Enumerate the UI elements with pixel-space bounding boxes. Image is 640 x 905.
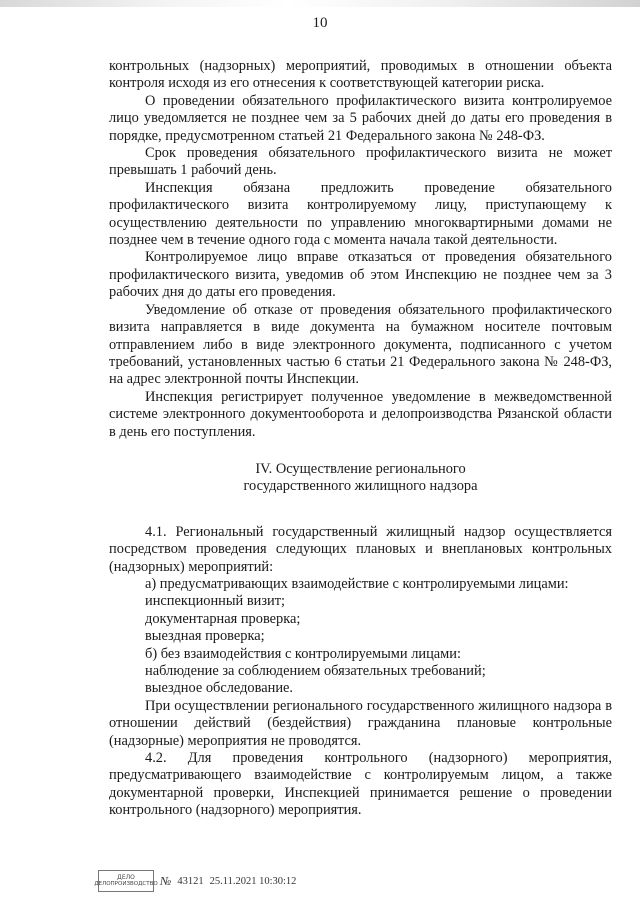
document-number: 43121 bbox=[177, 875, 204, 887]
paragraph: Уведомление об отказе от проведения обязательного профилактического визита направляется в виде документа на бумажном носителе почтовым отправлением либо в виде электронного документа, подписанного с учетом требований, установленных частью 6 статьи 21 Федерального закона № 248-ФЗ, на адрес электронной почты Инспекции. bbox=[109, 301, 612, 388]
stamp-lower-text: ДЕЛОПРОИЗВОДСТВО bbox=[94, 881, 158, 887]
list-item: наблюдение за соблюдением обязательных требований; bbox=[145, 663, 486, 679]
paragraph: О проведении обязательного профилактического визита контролируемое лицо уведомляется не позднее чем за 5 рабочих дней до даты его проведения в порядке, предусмотренном статьей 21 Федерального закона № 248-ФЗ. bbox=[109, 92, 612, 144]
list-item: документарная проверка; bbox=[145, 610, 301, 627]
registration-stamp bbox=[94, 870, 158, 892]
paragraph: контрольных (надзорных) мероприятий, проводимых в отношении объекта контроля исходя из его отнесения к соответствующей категории риска. bbox=[109, 58, 612, 92]
document-footer bbox=[94, 869, 297, 893]
paragraph: 4.1. Региональный государственный жилищный надзор осуществляется посредством проведения следующих плановых и внеплановых контрольных (надзорных) мероприятий: bbox=[109, 523, 612, 575]
stamp-upper-text: ДЕЛО bbox=[117, 874, 135, 881]
paragraph: Контролируемое лицо вправе отказаться от проведения обязательного профилактического визита, уведомив об этом Инспекцию не позднее чем за 3 рабочих дня до даты его проведения. bbox=[109, 249, 612, 301]
paragraph: При осуществлении регионального государственного жилищного надзора в отношении действий (бездействия) гражданина плановые контрольные (надзорные) мероприятия не проводятся. bbox=[109, 697, 612, 749]
document-body bbox=[109, 58, 612, 820]
section-heading bbox=[109, 461, 612, 496]
scan-edge-shadow bbox=[0, 0, 640, 7]
paragraph: Срок проведения обязательного профилактического визита не может превышать 1 рабочий день. bbox=[109, 145, 612, 179]
registration-timestamp: 25.11.2021 10:30:12 bbox=[209, 875, 297, 887]
number-sign: № bbox=[160, 873, 172, 888]
paragraph: 4.2. Для проведения контрольного (надзорного) мероприятия, предусматривающего взаимодействие с контролируемым лицом, а также документарной проверки, Инспекцией принимается решение о проведении контрольного (надзорного) мероприятия. bbox=[109, 750, 612, 819]
paragraph: Инспекция обязана предложить проведение обязательного профилактического визита контролируемому лицу, приступающему к осуществлению деятельности по управлению многоквартирными домами не позднее чем в течение одного года с момента начала такой деятельности. bbox=[109, 179, 612, 249]
page-number: 10 bbox=[312, 15, 328, 31]
section-heading-line: государственного жилищного надзора bbox=[243, 478, 478, 495]
list-item: инспекционный визит; bbox=[145, 593, 286, 610]
list-item: выездное обследование. bbox=[145, 680, 294, 697]
list-item: выездная проверка; bbox=[145, 628, 265, 645]
paragraph: Инспекция регистрирует полученное уведомление в межведомственной системе электронного документооборота и делопроизводства Рязанской области в день его поступления. bbox=[109, 388, 612, 440]
list-item: а) предусматривающих взаимодействие с контролируемыми лицами: bbox=[145, 575, 569, 592]
list-item: б) без взаимодействия с контролируемыми лицами: bbox=[145, 645, 461, 662]
section-heading-line: IV. Осуществление регионального bbox=[255, 460, 466, 477]
